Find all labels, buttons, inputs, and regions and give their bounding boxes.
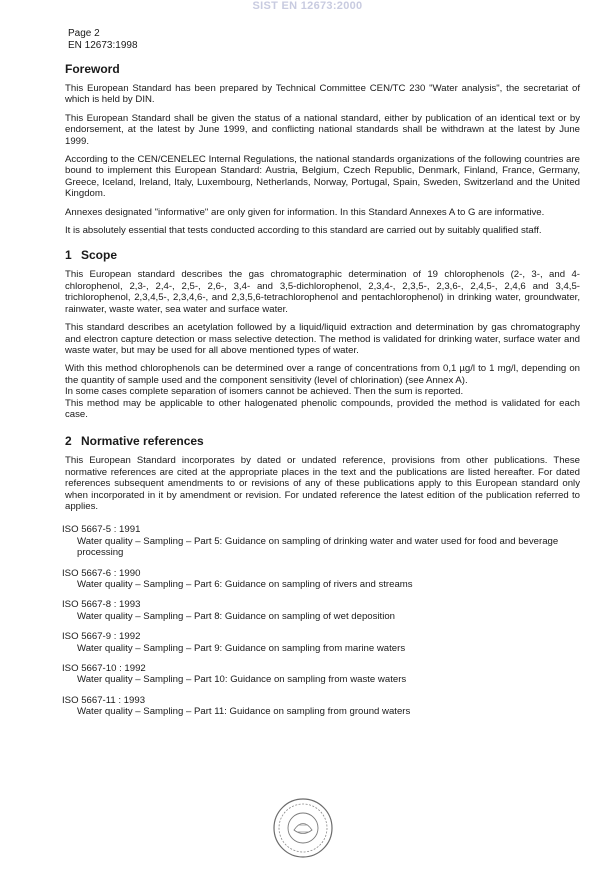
normative-title: Normative references (81, 434, 204, 449)
reference-title: Water quality – Sampling – Part 11: Guidance on sampling from ground waters (77, 706, 411, 718)
scope-paragraph: This standard describes an acetylation followed by a liquid/liquid extraction and determination by gas chromatography and electron capture detection or mass selective detection. The method is validated for drinking water, surface water and waste water, but may be used for all above mentioned types of water. (65, 322, 580, 356)
scope-section (65, 248, 580, 420)
official-seal-stamp-icon (272, 797, 334, 859)
scope-title: Scope (81, 248, 118, 263)
reference-item (62, 663, 580, 686)
reference-code: ISO 5667-6 : 1990 (62, 567, 141, 579)
reference-item (62, 631, 580, 654)
page-header (68, 28, 138, 52)
reference-code: ISO 5667-8 : 1993 (62, 599, 141, 611)
reference-list (62, 524, 580, 717)
reference-title: Water quality – Sampling – Part 9: Guidance on sampling from marine waters (77, 642, 406, 654)
page-number: Page 2 (68, 28, 100, 39)
foreword-paragraph: This European Standard shall be given the status of a national standard, either by publication of an identical text or by endorsement, at the latest by June 1999, and conflicting national standards shall be withdrawn at the latest by June 1999. (65, 112, 580, 147)
reference-item (62, 599, 580, 622)
reference-title: Water quality – Sampling – Part 10: Guidance on sampling from waste waters (77, 674, 407, 686)
reference-title: Water quality – Sampling – Part 6: Guidance on sampling of rivers and streams (77, 579, 413, 590)
scope-line: In some cases complete separation of isomers cannot be achieved. Then the sum is reported. (65, 386, 464, 398)
foreword-paragraph: According to the CEN/CENELEC Internal Regulations, the national standards organizations of the following countries are bound to implement this European Standard: Austria, Belgium, Czech Republic, Denmark, Finland, France, Germany, Greece, Iceland, Ireland, Italy, Luxembourg, Netherlands, Norway, Portugal, Spain, Sweden, Switzerland and the United Kingdom. (65, 154, 580, 200)
watermark: SIST EN 12673:2000 (252, 0, 363, 12)
scope-paragraph: This European standard describes the gas chromatographic determination of 19 chlorophenols (2-, 3-, and 4-chlorophenol, 2,3-, 2,4-, 2,5-, 2,6-, 3,4- and 3,5-dichlorophenol, 2,3,4-, 2,3,5-, 2,3,6-, 2,4,5-, 2,4,6 and 3,4,5-trichlorophenol, 2,3,4,5-, 2,3,4,6-, and 2,3,5,6-tetrachlorophenol and pentachlorophenol) in drinking water, groundwater, rainwater, waste water, sea water and surface water. (65, 269, 580, 315)
reference-item (62, 524, 580, 558)
reference-code: ISO 5667-11 : 1993 (62, 694, 146, 706)
normative-intro: This European Standard incorporates by dated or undated reference, provisions from other publications. These normative references are cited at the appropriate places in the text and the publications are listed hereafter. For dated references subsequent amendments to or revisions of any of these publications apply to this European standard only when incorporated in it by amendment or revision. For undated reference the latest edition of the publication referred to applies. (65, 455, 580, 512)
foreword-paragraph: Annexes designated "informative" are only given for information. In this Standard Annexes A to G are informative. (65, 206, 545, 218)
scope-heading (65, 248, 580, 262)
foreword-paragraph: This European Standard has been prepared by Technical Committee CEN/TC 230 "Water analysis", the secretariat of which is held by DIN. (65, 83, 580, 106)
document-id: EN 12673:1998 (68, 40, 138, 51)
foreword-section (65, 62, 580, 236)
scope-paragraph-group (65, 363, 580, 420)
reference-title: Water quality – Sampling – Part 8: Guidance on sampling of wet deposition (77, 610, 396, 622)
foreword-paragraph: It is absolutely essential that tests conducted according to this standard are carried out by suitably qualified staff. (65, 225, 542, 237)
reference-item (62, 568, 580, 591)
normative-number: 2 (65, 434, 72, 449)
normative-heading (65, 434, 580, 448)
reference-code: ISO 5667-9 : 1992 (62, 631, 141, 643)
scope-line: With this method chlorophenols can be determined over a range of concentrations from 0,1 µg/l to 1 mg/l, depending on the quantity of sample used and the component sensitivity (level of chlorination) (see Annex A). (65, 363, 580, 386)
document-body (62, 62, 580, 727)
reference-code: ISO 5667-10 : 1992 (62, 663, 146, 675)
reference-item (62, 695, 580, 718)
foreword-heading: Foreword (65, 62, 120, 76)
normative-references-section (62, 434, 580, 718)
scope-number: 1 (65, 248, 72, 263)
reference-title: Water quality – Sampling – Part 5: Guidance on sampling of drinking water and water used for food and beverage processing (77, 535, 559, 559)
reference-code: ISO 5667-5 : 1991 (62, 524, 141, 536)
scope-line: This method may be applicable to other halogenated phenolic compounds, provided the method is validated for each case. (65, 397, 580, 420)
